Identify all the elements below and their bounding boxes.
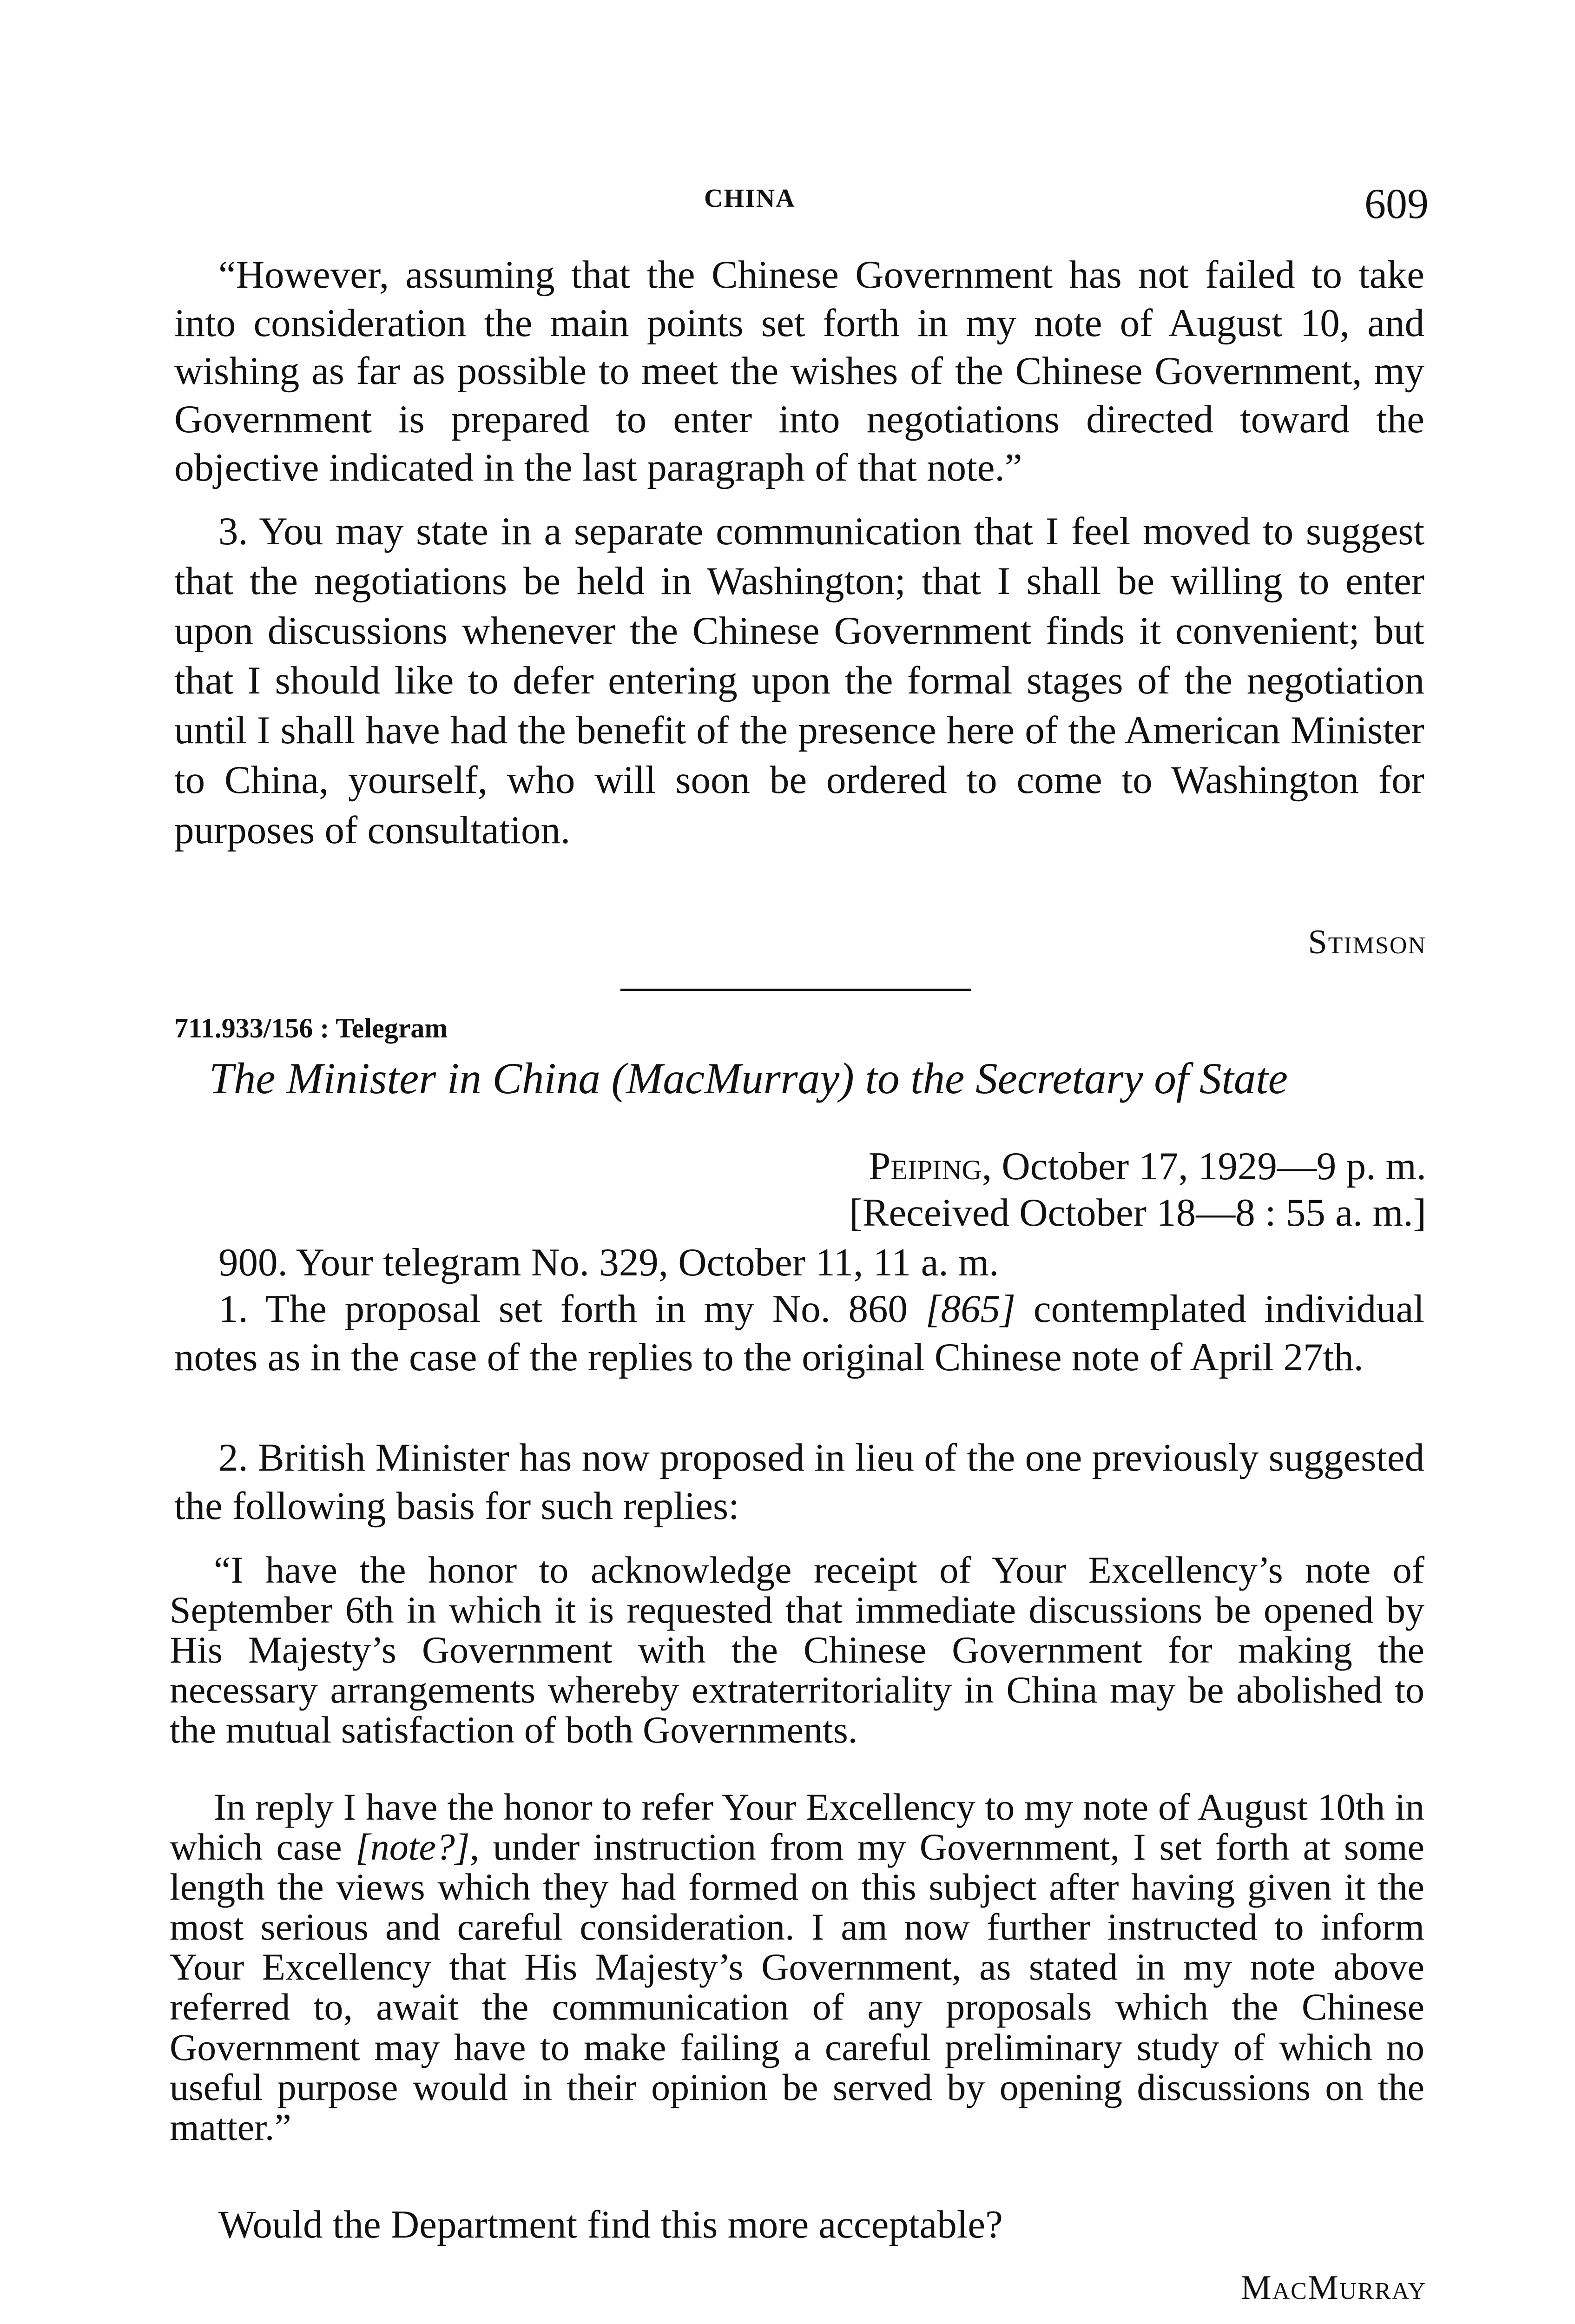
paragraph-1-text-b: contemplated individual notes as in the case of the replies to the original Chinese note of April 27th. [174,1287,1425,1379]
file-reference: 711.933/156 : Telegram [174,1013,448,1043]
paragraph-900: 900. Your telegram No. 329, October 11, 11 a. m. [218,1241,999,1284]
signature-macmurray: MacMurray [1240,2269,1426,2307]
received-line: [Received October 18—8 : 55 a. m.] [849,1191,1426,1235]
quote-2-text-a: In reply I have the honor to refer Your Excellency to my note of August 10th in which case [170,1786,1424,1868]
dateline [869,1143,1426,1189]
quoted-paragraph: “However, assuming that the Chinese Government has not failed to take into consideration the main points set forth in my note of August 10, and wishing as far as possible to meet the wishes of the Chinese Government, my Government is prepared to enter into negotiations directed toward the objective indicated in the last paragraph of that note.” [174,253,1424,489]
paragraph-1-correction: [865] [925,1287,1016,1331]
dateline-place: Peiping [868,1144,982,1188]
british-note-paragraph-2 [170,1787,1424,2147]
running-head: CHINA [704,184,796,213]
closing-question: Would the Department find this more acceptable? [218,2203,1003,2246]
paragraph-1-text-a: 1. The proposal set forth in my No. 860 [218,1287,926,1331]
paragraph-2: 2. British Minister has now proposed in lieu of the one previously suggested the following basis for such replies: [174,1436,1424,1528]
signature-stimson: Stimson [1308,923,1426,961]
page-number: 609 [1364,180,1429,227]
section-divider [620,989,971,991]
telegram-title: The Minister in China (MacMurray) to the Secretary of State [209,1054,1288,1103]
paragraph-3: 3. You may state in a separate communication that I feel moved to suggest that the negotiations be held in Washington; that I shall be willing to enter upon discussions whenever the Chinese Government finds it convenient; but that I should like to defer entering upon the formal stages of the negotiation until I shall have had the benefit of the presence here of the American Minister to China, yourself, who will soon be ordered to come to Washington for purposes of consultation. [174,509,1424,852]
british-note-paragraph-1: “I have the honor to acknowledge receipt of Your Excellency’s note of September 6th in which it is requested that immediate discussions be opened by His Majesty’s Government with the Chinese Government for making the necessary arrangements whereby extraterritoriality in China may be abolished to the mutual satisfaction of both Governments. [170,1549,1424,1751]
quote-2-correction: [note?] [355,1826,470,1868]
quote-2-text-b: , under instruction from my Government, I set forth at some length the views which they had formed on this subject after having given it the most serious and careful consideration. I am now further instructed to inform Your Excellency that His Majesty’s Government, as stated in my note above referred to, await the communication of any proposals which the Chinese Government may have to make failing a careful preliminary study of which no useful purpose would in their opinion be served by opening discussions on the matter.” [170,1826,1425,2148]
dateline-date: , October 17, 1929—9 p. m. [982,1144,1426,1188]
paragraph-1 [174,1285,1424,1381]
